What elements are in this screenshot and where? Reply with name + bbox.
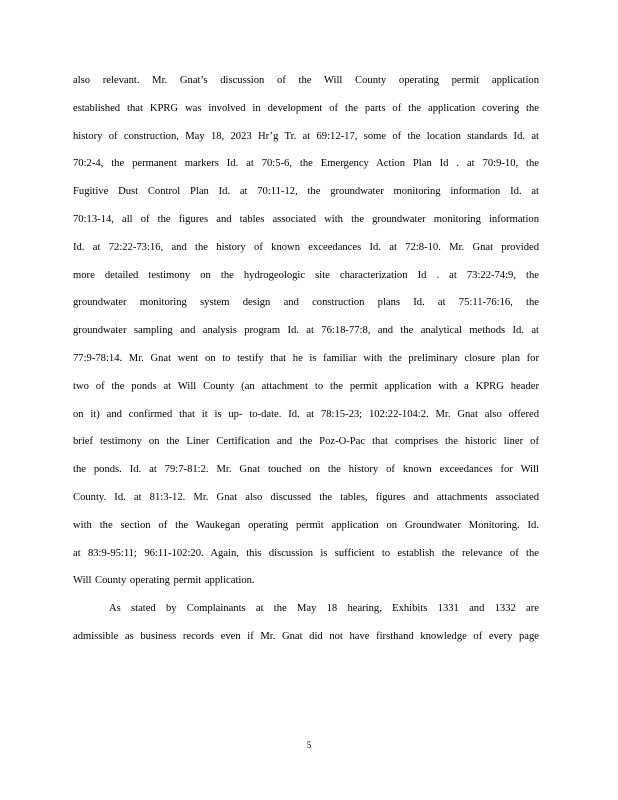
text-line: admissible as business records even if Mr. Gnat did not have firsthand knowledge of every page — [73, 630, 539, 642]
text-line: the ponds. Id. at 79:7-81:2. Mr. Gnat touched on the history of known exceedances for Will — [73, 464, 539, 476]
text-line-paragraph-end: Will County operating permit application. — [73, 575, 255, 587]
page-number: 5 — [306, 740, 312, 750]
text-line: 70:13-14, all of the figures and tables associated with the groundwater monitoring information — [73, 213, 539, 225]
text-line: also relevant. Mr. Gnat’s discussion of the Will County operating permit application — [73, 75, 539, 86]
text-line: on it) and confirmed that it is up- to-date. Id. at 78:15-23; 102:22-104:2. Mr. Gnat also offered — [73, 408, 539, 420]
text-line: brief testimony on the Liner Certification and the Poz-O-Pac that comprises the historic liner of — [73, 436, 539, 448]
text-line: groundwater monitoring system design and construction plans Id. at 75:11-76:16, the — [73, 297, 539, 309]
text-line: two of the ponds at Will County (an attachment to the permit application with a KPRG header — [73, 380, 539, 392]
text-line: history of construction, May 18, 2023 Hr’g Tr. at 69:12-17, some of the location standards Id. at — [73, 130, 539, 142]
text-line: at 83:9-95:11; 96:11-102:20. Again, this discussion is sufficient to establish the relevance of the — [73, 547, 539, 559]
text-line: groundwater sampling and analysis program Id. at 76:18-77:8, and the analytical methods Id. at — [73, 325, 539, 337]
text-line-paragraph-start: As stated by Complainants at the May 18 hearing, Exhibits 1331 and 1332 are — [109, 603, 539, 615]
text-line: 70:2-4, the permanent markers Id. at 70:5-6, the Emergency Action Plan Id . at 70:9-10, the — [73, 158, 539, 170]
text-line: established that KPRG was involved in development of the parts of the application covering the — [73, 102, 539, 114]
body-text — [73, 71, 539, 655]
text-line: more detailed testimony on the hydrogeologic site characterization Id . at 73:22-74:9, the — [73, 269, 539, 281]
text-line: Fugitive Dust Control Plan Id. at 70:11-12, the groundwater monitoring information Id. at — [73, 186, 539, 198]
text-line: with the section of the Waukegan operating permit application on Groundwater Monitoring. Id. — [73, 519, 539, 531]
text-line: County. Id. at 81:3-12. Mr. Gnat also discussed the tables, figures and attachments associated — [73, 491, 539, 503]
text-line: 77:9-78:14. Mr. Gnat went on to testify that he is familiar with the preliminary closure plan for — [73, 352, 539, 364]
text-line: Id. at 72:22-73:16, and the history of known exceedances Id. at 72:8-10. Mr. Gnat provided — [73, 241, 539, 253]
